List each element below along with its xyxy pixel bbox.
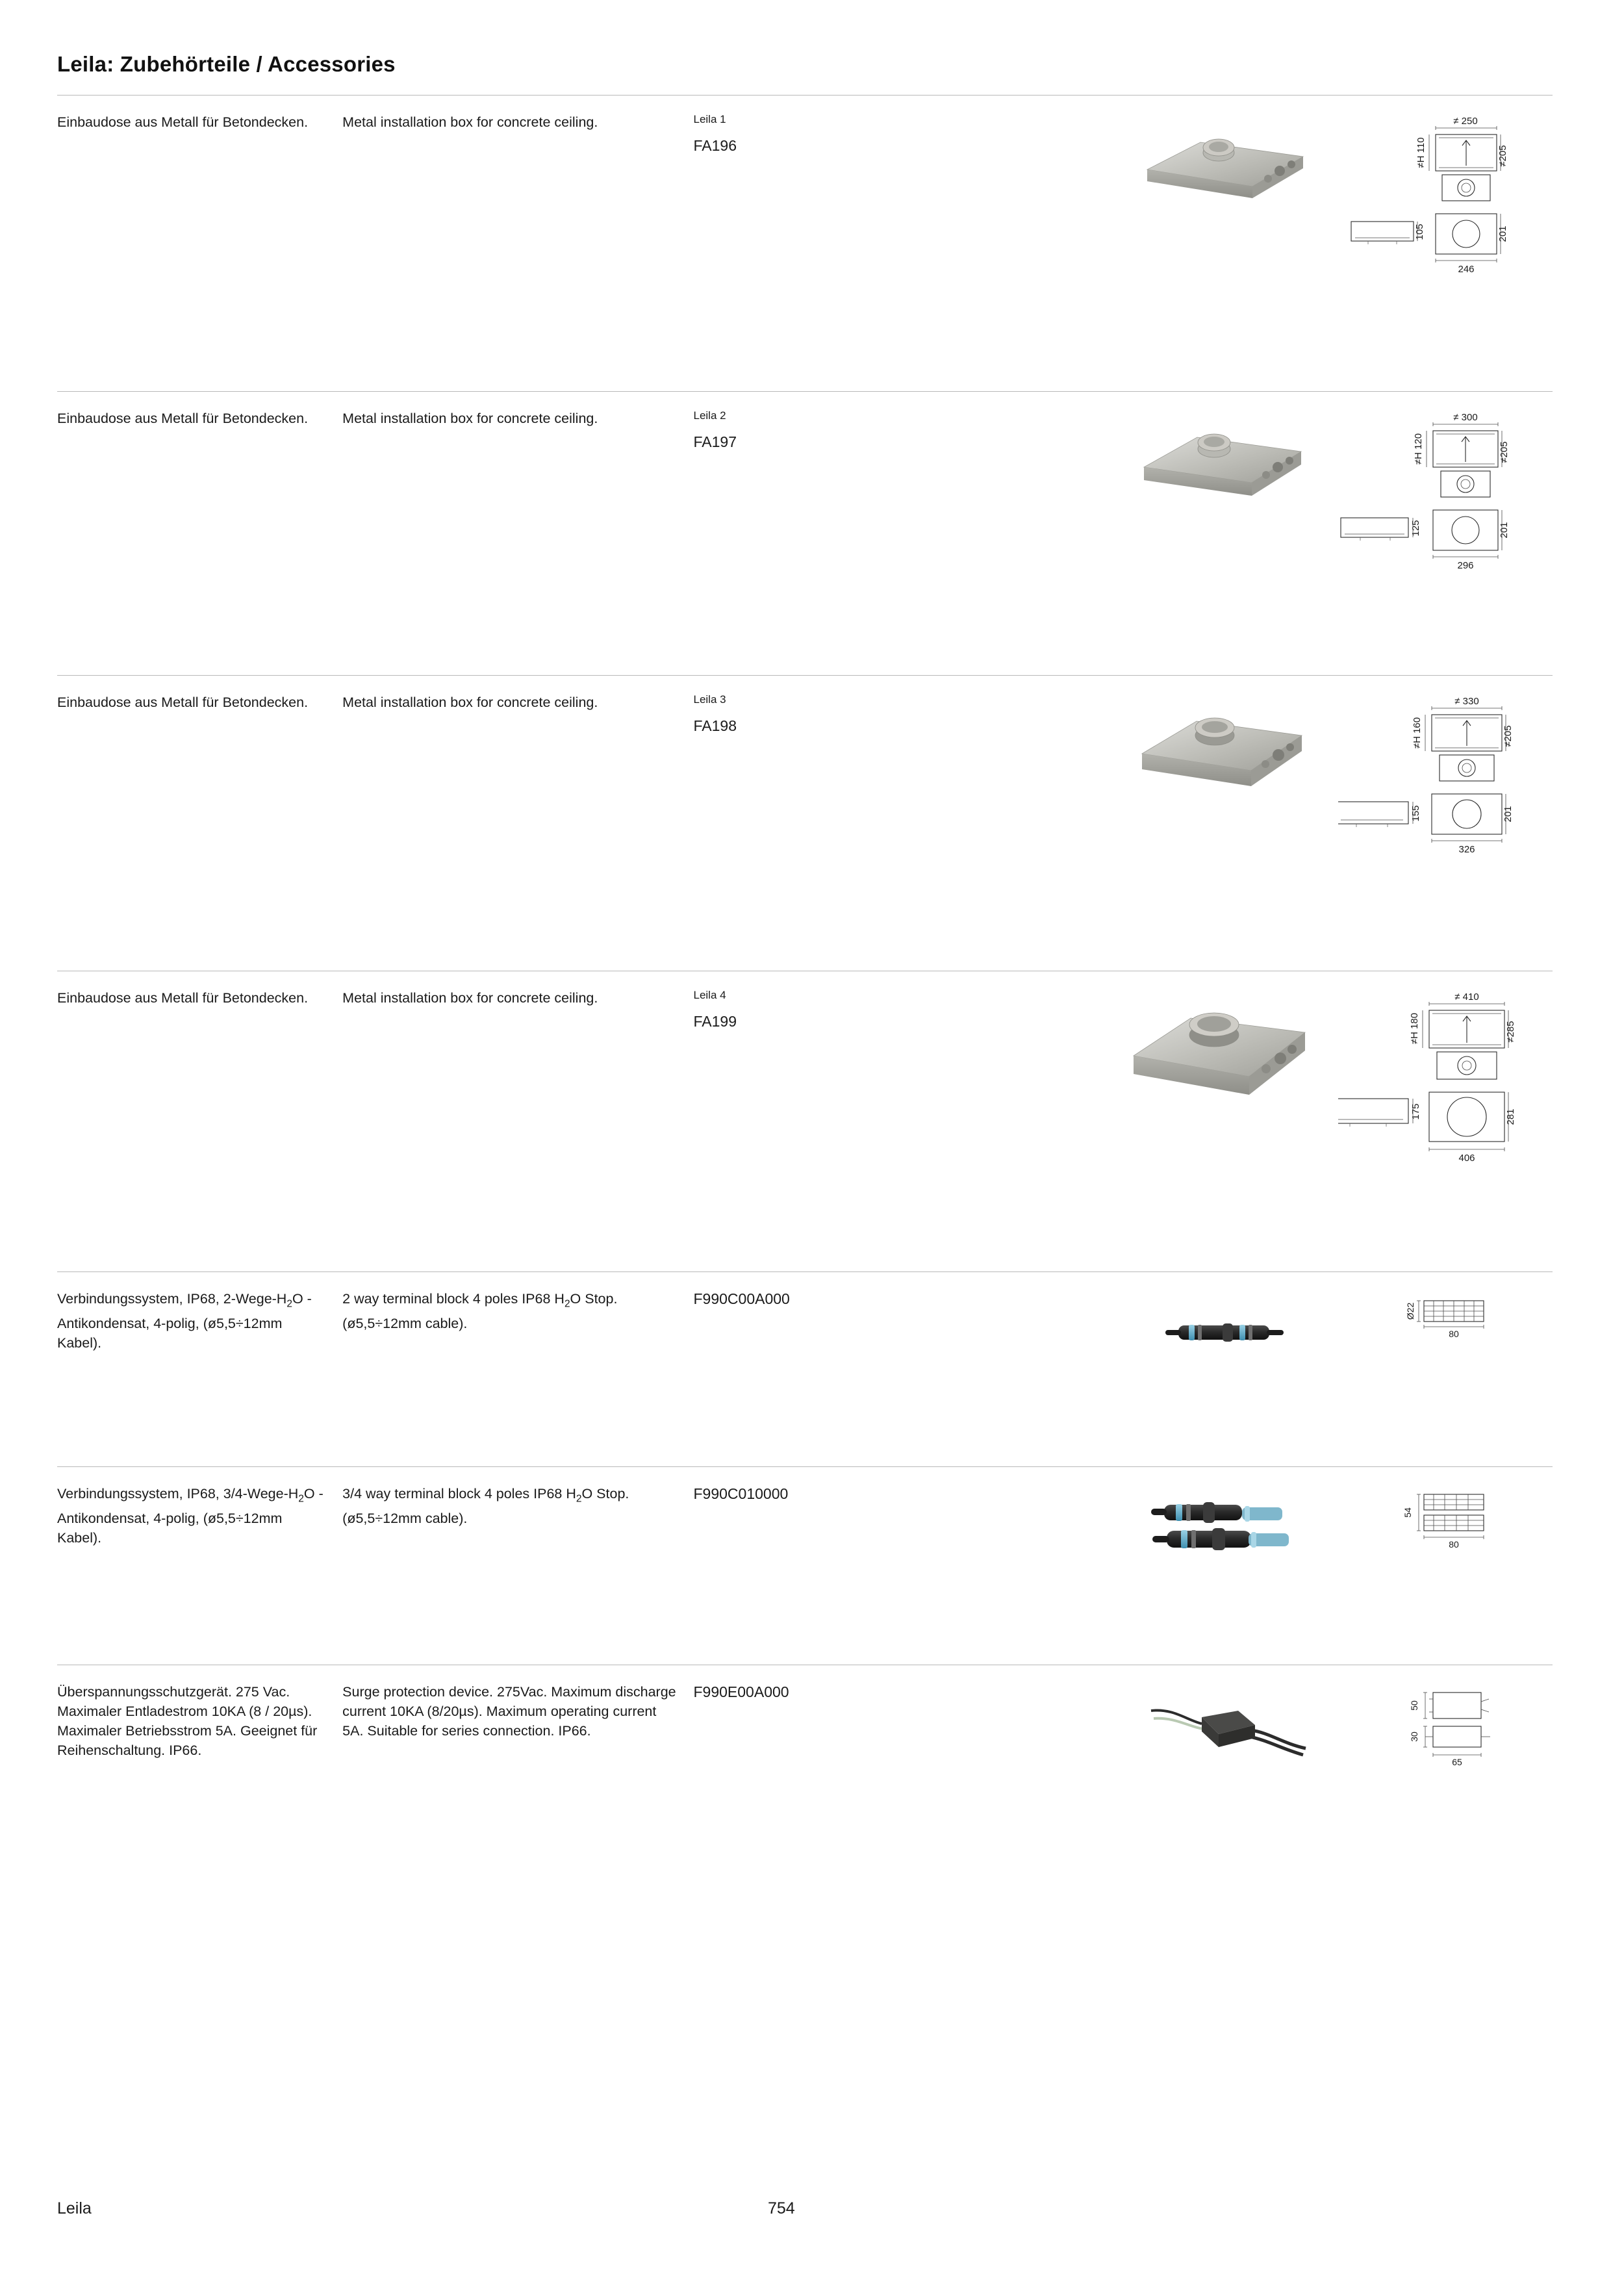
- row-description-en: Metal installation box for concrete ceiling.: [342, 990, 598, 1006]
- dim-front-width: 406: [1458, 1153, 1475, 1164]
- table-row: [57, 675, 1553, 971]
- row-dimension-drawing: [1338, 693, 1553, 971]
- row-reference: Leila 2: [693, 409, 726, 422]
- row-reference: Leila 3: [693, 693, 726, 706]
- row-article-code: FA198: [693, 717, 737, 734]
- row-dimension-drawing: [1338, 988, 1553, 1271]
- dim-length: 65: [1452, 1757, 1462, 1767]
- dim-front-width: 296: [1457, 560, 1474, 571]
- dim-side-height: ≠H 180: [1409, 1012, 1420, 1045]
- row-code-block: [694, 1682, 1069, 1872]
- metal-box-photo: [1134, 698, 1316, 805]
- dim-top-depth: ≠285: [1505, 1021, 1516, 1043]
- metal-box-photo: [1124, 993, 1319, 1114]
- row-reference: Leila 4: [693, 989, 726, 1001]
- row-photo: [1069, 1484, 1338, 1665]
- dim-right-depth: 201: [1499, 522, 1510, 539]
- dim-side-height: ≠H 120: [1413, 433, 1424, 465]
- dim-front-height: 155: [1410, 805, 1421, 822]
- dim-length: 80: [1449, 1539, 1459, 1550]
- surge-protector-photo: [1147, 1695, 1310, 1770]
- row-code-block: [694, 988, 1069, 1271]
- connector-photo: [1147, 1496, 1297, 1570]
- dim-top-depth: ≠205: [1499, 441, 1510, 463]
- row-description-en: Metal installation box for concrete ceiling.: [342, 114, 598, 130]
- page-footer: [57, 2199, 1553, 2218]
- row-code-block: [694, 1484, 1069, 1665]
- dim-top-depth: ≠205: [1497, 145, 1508, 167]
- metal-box-photo: [1141, 119, 1310, 220]
- dim-height-top: 50: [1409, 1700, 1419, 1711]
- dim-front-height: 125: [1410, 520, 1421, 537]
- table-row: [57, 971, 1553, 1271]
- row-description-en: 2 way terminal block 4 poles IP68 $H_2O$ Stop. (ø5,5÷12mm cable).: [342, 1291, 618, 1332]
- row-article-code: FA199: [693, 1013, 737, 1030]
- row-description-en: Metal installation box for concrete ceiling.: [342, 411, 598, 426]
- dim-top-depth: ≠205: [1503, 725, 1514, 747]
- row-photo: [1069, 112, 1338, 391]
- dim-right-depth: 281: [1505, 1108, 1516, 1125]
- dim-height-bottom: 30: [1409, 1731, 1419, 1742]
- row-photo: [1069, 1682, 1338, 1872]
- table-row: [57, 1271, 1553, 1466]
- row-dimension-drawing: [1338, 1289, 1553, 1466]
- row-photo: [1069, 1289, 1338, 1466]
- row-dimension-drawing: [1338, 1682, 1553, 1872]
- row-article-code: FA196: [693, 137, 737, 154]
- dim-right-depth: 201: [1503, 806, 1514, 823]
- row-code-block: [694, 112, 1069, 391]
- row-description-en: 3/4 way terminal block 4 poles IP68 $H_2O$ Stop. (ø5,5÷12mm cable).: [342, 1486, 629, 1527]
- dim-right-depth: 201: [1497, 225, 1508, 242]
- dim-front-height: 175: [1410, 1103, 1421, 1120]
- row-description-en: Metal installation box for concrete ceiling.: [342, 695, 598, 710]
- row-dimension-drawing: [1338, 112, 1553, 391]
- row-description-de: Einbaudose aus Metall für Betondecken.: [57, 114, 309, 130]
- dim-front-width: 326: [1458, 844, 1475, 855]
- row-description-de: Verbindungssystem, IP68, $3/4-Wege-H_2O$ -Antikondensat, 4-polig, (ø5,5÷12mm Kabel).: [57, 1486, 324, 1546]
- accessories-table: [57, 96, 1553, 1872]
- row-article-code: F990C010000: [693, 1485, 789, 1502]
- table-row: [57, 1466, 1553, 1665]
- dim-side-height: ≠H 160: [1412, 717, 1423, 749]
- table-row: [57, 391, 1553, 675]
- row-code-block: [694, 1289, 1069, 1466]
- row-photo: [1069, 693, 1338, 971]
- row-dimension-drawing: [1338, 1484, 1553, 1665]
- table-row: [57, 96, 1553, 391]
- footer-page-number: 754: [768, 2199, 795, 2217]
- row-description-de: Einbaudose aus Metall für Betondecken.: [57, 990, 309, 1006]
- table-row: [57, 1665, 1553, 1872]
- row-code-block: [694, 409, 1069, 675]
- row-article-code: FA197: [693, 433, 737, 450]
- row-article-code: F990C00A000: [693, 1290, 790, 1307]
- row-description-de: Einbaudose aus Metall für Betondecken.: [57, 411, 309, 426]
- dim-front-width: 246: [1458, 264, 1475, 275]
- row-description-de: Verbindungssystem, IP68, $2-Wege-H_2O$ -Antikondensat, 4-polig, (ø5,5÷12mm Kabel).: [57, 1291, 312, 1351]
- row-dimension-drawing: [1338, 409, 1553, 675]
- dim-diameter: Ø22: [1405, 1302, 1415, 1320]
- row-article-code: F990E00A000: [693, 1683, 789, 1700]
- row-photo: [1069, 988, 1338, 1271]
- connector-photo: [1160, 1307, 1290, 1362]
- footer-collection-name: Leila: [57, 2199, 92, 2217]
- dim-top-width: ≠ 250: [1453, 116, 1478, 127]
- dim-top-width: ≠ 330: [1454, 696, 1479, 707]
- page-title: Leila: Zubehörteile / Accessories: [57, 52, 396, 76]
- dim-top-width: ≠ 300: [1453, 412, 1478, 423]
- row-description-de: Überspannungsschutzgerät. 275 Vac. Maximaler Entladestrom 10KA (8 / 20µs). Maximaler Betriebsstrom 5A. Geeignet für Reihenschaltung. IP66.: [57, 1684, 318, 1758]
- row-photo: [1069, 409, 1338, 675]
- metal-box-photo: [1137, 414, 1313, 515]
- dim-top-width: ≠ 410: [1454, 991, 1479, 1003]
- dim-front-height: 105: [1414, 224, 1425, 240]
- dim-length: 80: [1449, 1329, 1459, 1339]
- row-reference: Leila 1: [693, 113, 726, 125]
- row-description-en: Surge protection device. 275Vac. Maximum discharge current 10KA (8/20µs). Maximum operating current 5A. Suitable for series connection. IP66.: [342, 1684, 676, 1739]
- row-description-de: Einbaudose aus Metall für Betondecken.: [57, 695, 309, 710]
- dim-height: 54: [1402, 1507, 1413, 1518]
- dim-side-height: ≠H 110: [1415, 137, 1427, 168]
- row-code-block: [694, 693, 1069, 971]
